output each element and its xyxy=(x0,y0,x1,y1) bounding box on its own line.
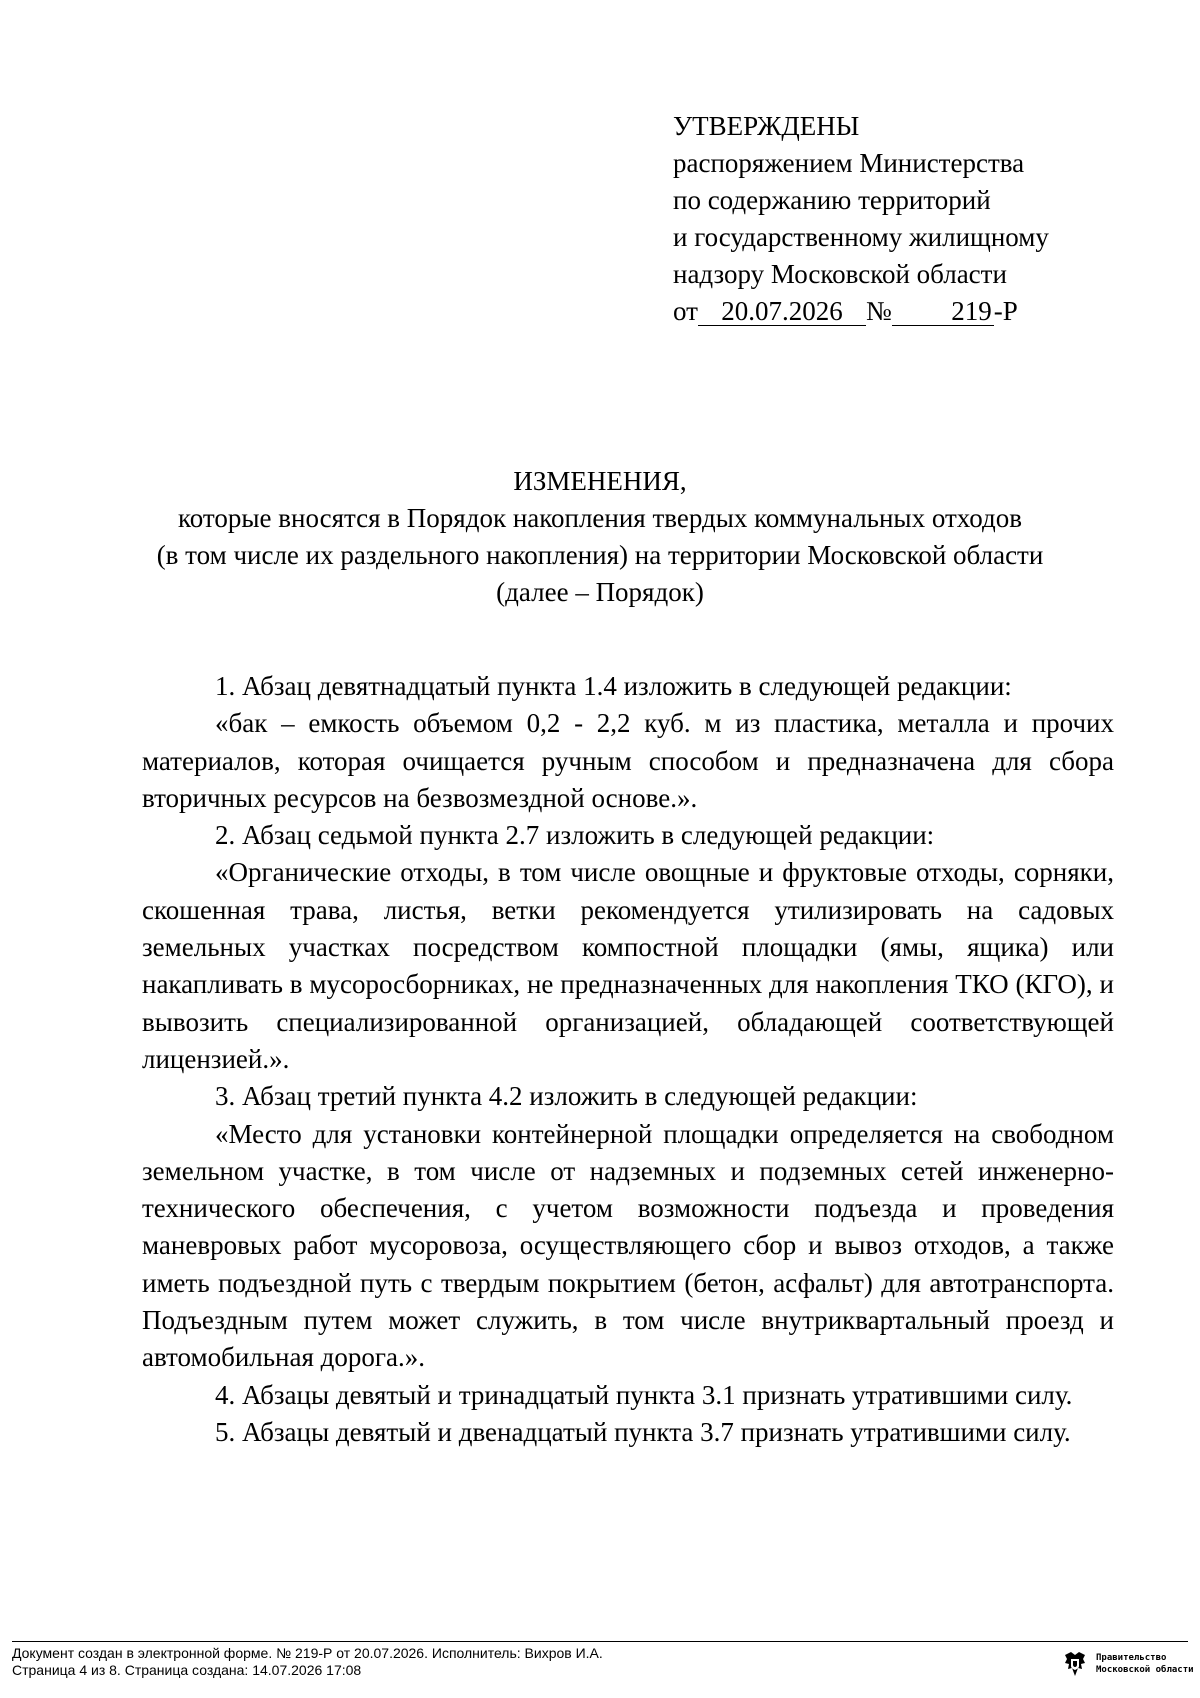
paragraph: 4. Абзацы девятый и тринадцатый пункта 3.1 признать утратившими силу. xyxy=(215,1379,1073,1410)
logo-line: Московской области xyxy=(1096,1665,1194,1675)
approval-line: распоряжением Министерства xyxy=(673,148,1025,178)
paragraph: «Место для установки контейнерной площадки определяется на свободном земельном участке, в том числе от надземных и подземных сетей инженерно-технического обеспечения, с учетом возможности подъезда и проведения маневровых работ мусоровоза, осуществляющего сбор и вывоз отходов, а также иметь подъездной путь с твердым покрытием (бетон, асфальт) для автотранспорта. Подъездным путем может служить, в том числе внутриквартальный проезд и автомобильная дорога.». xyxy=(142,1118,1114,1373)
paragraph: 1. Абзац девятнадцатый пункта 1.4 изложить в следующей редакции: xyxy=(215,671,1012,701)
heading-line: (в том числе их раздельного накопления) на территории Московской области xyxy=(156,540,1044,570)
heading-line: которые вносятся в Порядок накопления твердых коммунальных отходов xyxy=(178,503,1022,533)
approval-line: и государственному жилищному xyxy=(673,222,1049,252)
paragraph: 5. Абзацы девятый и двенадцатый пункта 3.7 признать утратившими силу. xyxy=(215,1416,1071,1447)
footer-line: Страница 4 из 8. Страница создана: 14.07.2026 17:08 xyxy=(12,1662,362,1678)
footer-info xyxy=(12,1645,603,1679)
paragraph: «Органические отходы, в том числе овощные и фруктовые отходы, сорняки, скошенная трава, листья, ветки рекомендуется утилизировать на садовых земельных участках посредством компостной площадки (ямы, ящика) или накапливать в мусоросборниках, не предназначенных для накопления ТКО (КГО), и вывозить специализированной организацией, обладающей соответствующей лицензией.». xyxy=(142,857,1114,1074)
number-suffix: -Р xyxy=(993,296,1018,326)
approval-date: 20.07.2026 xyxy=(698,297,866,326)
paragraph: 2. Абзац седьмой пункта 2.7 изложить в следующей редакции: xyxy=(215,820,935,851)
government-logo xyxy=(1060,1649,1194,1679)
coat-of-arms-icon xyxy=(1060,1649,1090,1679)
approval-line: по содержанию территорий xyxy=(673,185,991,215)
number-prefix: № xyxy=(865,296,892,326)
logo-text xyxy=(1096,1652,1194,1676)
document-body xyxy=(142,668,1114,1451)
document-heading xyxy=(140,463,1060,611)
approval-title: УТВЕРЖДЕНЫ xyxy=(673,111,860,141)
approval-number: 219 xyxy=(892,297,994,326)
logo-line: Правительство xyxy=(1096,1653,1167,1663)
heading-title: ИЗМЕНЕНИЯ, xyxy=(513,466,687,496)
date-prefix: от xyxy=(673,296,698,326)
approval-line: надзору Московской области xyxy=(673,259,1007,289)
footer-line: Документ создан в электронной форме. № 219-Р от 20.07.2026. Исполнитель: Вихров И.А. xyxy=(12,1645,603,1661)
approval-block xyxy=(673,108,1049,330)
paragraph: «бак – емкость объемом 0,2 - 2,2 куб. м из пластика, металла и прочих материалов, которая очищается ручным способом и предназначена для сбора вторичных ресурсов на безвозмездной основе.». xyxy=(142,708,1114,813)
footer-divider xyxy=(12,1641,1188,1642)
paragraph: 3. Абзац третий пункта 4.2 изложить в следующей редакции: xyxy=(215,1081,918,1112)
heading-line: (далее – Порядок) xyxy=(496,577,704,607)
approval-date-line xyxy=(673,293,1049,330)
